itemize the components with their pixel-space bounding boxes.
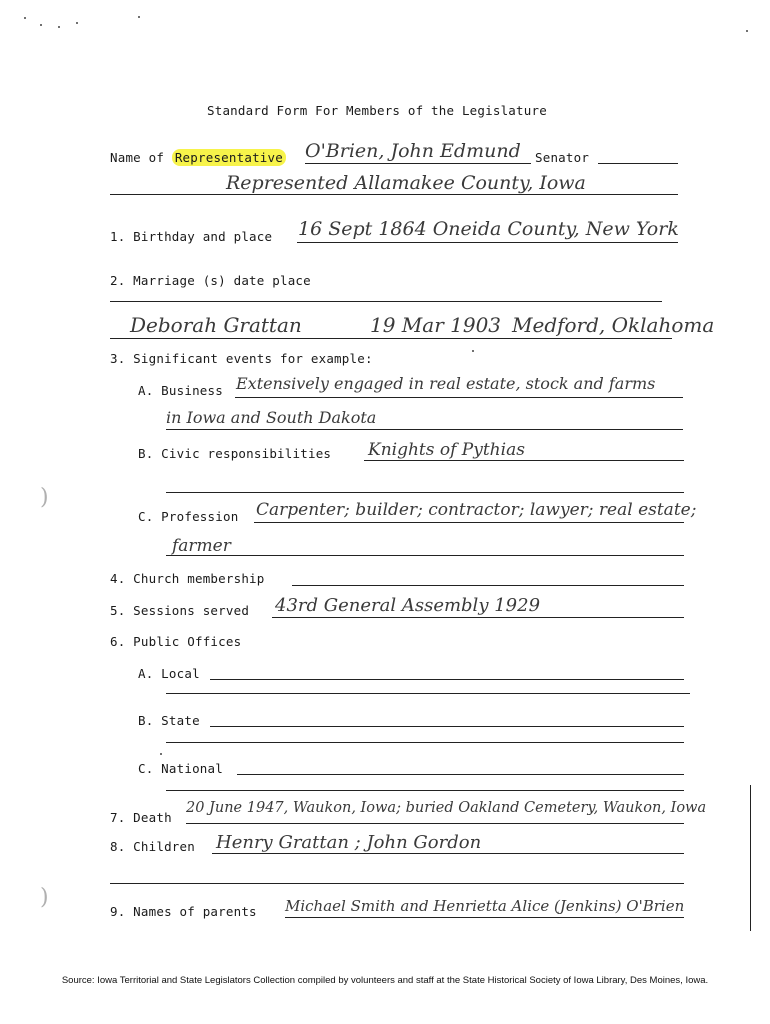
birthday-label: 1. Birthday and place — [110, 229, 273, 244]
parents-line — [285, 917, 684, 918]
represented-line — [110, 194, 678, 195]
sessions-label: 5. Sessions served — [110, 603, 250, 618]
handwritten-birthday: 16 Sept 1864 Oneida County, New York — [298, 218, 679, 240]
offices-label: 6. Public Offices — [110, 634, 242, 649]
national-line-1 — [237, 774, 684, 775]
handwritten-name: O'Brien, John Edmund — [305, 140, 521, 162]
margin-mark: ) — [40, 885, 49, 910]
handwritten-profession-2: farmer — [172, 536, 231, 556]
marriage-label: 2. Marriage (s) date place — [110, 273, 311, 288]
handwritten-business-2: in Iowa and South Dakota — [166, 408, 377, 427]
scan-speck — [76, 22, 78, 24]
name-line — [305, 163, 531, 164]
margin-mark: ) — [40, 485, 49, 510]
name-label — [110, 150, 286, 165]
scan-speck — [160, 753, 162, 755]
scan-speck — [58, 26, 60, 28]
state-label: B. State — [138, 713, 200, 728]
marriage-line-2 — [110, 338, 672, 339]
handwritten-parents: Michael Smith and Henrietta Alice (Jenkins) O'Brien — [285, 897, 685, 915]
senator-label: Senator — [535, 150, 590, 165]
scan-speck — [40, 24, 42, 26]
state-line-2 — [166, 742, 684, 743]
handwritten-death: 20 June 1947, Waukon, Iowa; buried Oakland Cemetery, Waukon, Iowa — [186, 800, 707, 816]
business-line-2 — [166, 429, 683, 430]
scan-speck — [472, 350, 474, 352]
profession-line-2 — [166, 555, 684, 556]
profession-label: C. Profession — [138, 509, 239, 524]
handwritten-business-1: Extensively engaged in real estate, stock and farms — [236, 374, 656, 393]
scan-speck — [746, 30, 748, 32]
name-of-label: Name of — [110, 150, 165, 165]
church-label: 4. Church membership — [110, 571, 265, 586]
marriage-line-1 — [110, 301, 662, 302]
parents-label: 9. Names of parents — [110, 904, 257, 919]
civic-line-1 — [364, 460, 684, 461]
events-label: 3. Significant events for example: — [110, 351, 373, 366]
handwritten-spouse: Deborah Grattan — [130, 313, 302, 337]
handwritten-represented: Represented Allamakee County, Iowa — [226, 172, 586, 194]
handwritten-civic: Knights of Pythias — [368, 440, 525, 460]
local-label: A. Local — [138, 666, 200, 681]
margin-line — [750, 785, 751, 931]
national-label: C. National — [138, 761, 223, 776]
business-label: A. Business — [138, 383, 223, 398]
scan-speck — [24, 17, 26, 19]
children-label: 8. Children — [110, 839, 195, 854]
handwritten-sessions: 43rd General Assembly 1929 — [275, 595, 541, 616]
profession-line-1 — [254, 522, 684, 523]
senator-line — [598, 163, 678, 164]
state-line-1 — [210, 726, 684, 727]
local-line-1 — [210, 679, 684, 680]
sessions-line — [272, 617, 684, 618]
children-line-1 — [212, 853, 684, 854]
representative-label-highlighted: Representative — [172, 149, 286, 166]
local-line-2 — [166, 693, 690, 694]
form-title: Standard Form For Members of the Legislature — [207, 103, 547, 118]
handwritten-profession-1: Carpenter; builder; contractor; lawyer; real estate; — [256, 500, 697, 520]
civic-label: B. Civic responsibilities — [138, 446, 332, 461]
handwritten-children: Henry Grattan ; John Gordon — [216, 832, 482, 853]
death-label: 7. Death — [110, 810, 172, 825]
national-line-2 — [166, 790, 684, 791]
source-footer: Source: Iowa Territorial and State Legislators Collection compiled by volunteers and staff at the State Historical Society of Iowa Library, Des Moines, Iowa. — [61, 975, 709, 986]
civic-line-2 — [166, 492, 684, 493]
handwritten-marriage-place: Medford, Oklahoma — [512, 313, 715, 337]
handwritten-marriage-date: 19 Mar 1903 — [370, 313, 502, 337]
business-line-1 — [235, 397, 683, 398]
birthday-line — [297, 242, 678, 243]
church-line — [292, 585, 684, 586]
scan-speck — [138, 16, 140, 18]
children-line-2 — [110, 883, 684, 884]
death-line — [186, 823, 684, 824]
